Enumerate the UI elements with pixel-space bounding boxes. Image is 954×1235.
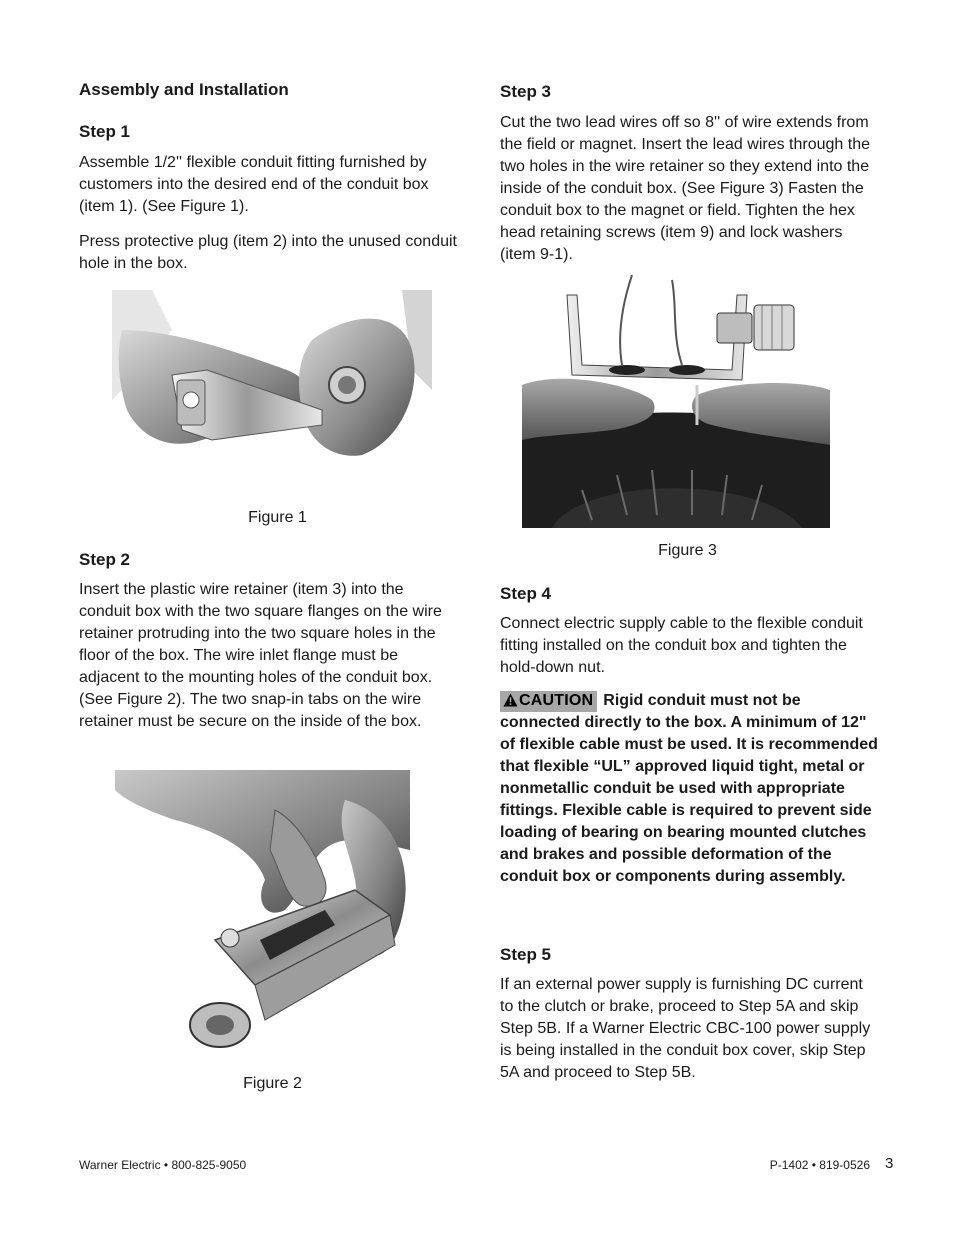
step5-paragraph-1: If an external power supply is furnishing DC current to the clutch or brake, proceed to Step 5A and skip Step 5B. If a Warner Electric CBC-100 power supply is being installed in the conduit box cover, skip Step 5A and proceed to Step 5B. bbox=[500, 976, 871, 1081]
step4-heading: Step 4 bbox=[500, 584, 552, 603]
warning-triangle-icon bbox=[503, 693, 518, 712]
figure2-caption: Figure 2 bbox=[243, 1075, 302, 1092]
caution-paragraph bbox=[500, 690, 878, 888]
step3-paragraph-1: Cut the two lead wires off so 8'' of wire extends from the field or magnet. Insert the lead wires through the two holes in the wire retainer so they extend into the inside of the conduit box. (See Figure 3) Fasten the conduit box to the magnet or field. Tighten the hex head retaining screws (item 9) and lock washers (item 9-1). bbox=[500, 114, 870, 263]
figure3-caption: Figure 3 bbox=[658, 542, 717, 559]
footer-right: P-1402 • 819-0526 bbox=[769, 1158, 870, 1172]
step2-paragraph-1: Insert the plastic wire retainer (item 3) into the conduit box with the two square flanges on the wire retainer protruding into the two square holes in the floor of the box. The wire inlet flange must be adjacent to the mounting holes of the conduit box. (See Figure 2). The two snap-in tabs on the wire retainer must be secure on the inside of the box. bbox=[79, 581, 442, 730]
caution-block bbox=[500, 690, 878, 888]
step5-heading: Step 5 bbox=[500, 945, 552, 964]
section-title: Assembly and Installation bbox=[79, 80, 289, 99]
page-number: 3 bbox=[885, 1155, 894, 1172]
figure2-photo bbox=[115, 770, 410, 1060]
figure3-photo bbox=[522, 275, 830, 528]
step1-paragraph-1: Assemble 1/2'' flexible conduit fitting furnished by customers into the desired end of the conduit box (item 1). (See Figure 1). bbox=[79, 154, 429, 215]
footer-left: Warner Electric • 800-825-9050 bbox=[79, 1158, 247, 1172]
step3-heading: Step 3 bbox=[500, 82, 552, 101]
step1-paragraph-2: Press protective plug (item 2) into the unused conduit hole in the box. bbox=[79, 233, 457, 272]
step4-paragraph-1: Connect electric supply cable to the flexible conduit fitting installed on the conduit box and tighten the hold-down nut. bbox=[500, 615, 863, 676]
figure1-photo bbox=[112, 290, 432, 465]
caution-label: CAUTION bbox=[519, 692, 594, 709]
caution-badge bbox=[500, 691, 597, 712]
figure1-caption: Figure 1 bbox=[248, 509, 307, 526]
step2-heading: Step 2 bbox=[79, 550, 131, 569]
caution-text: Rigid conduit must not be connected directly to the box. A minimum of 12" of flexible cable must be used. It is recommended that flexible “UL” approved liquid tight, metal or nonmetallic conduit be used with appropriate fittings. Flexible cable is required to prevent side loading of bearing on bearing mounted clutches and brakes and possible deformation of the conduit box or components during assembly. bbox=[500, 692, 878, 885]
step1-heading: Step 1 bbox=[79, 122, 131, 141]
